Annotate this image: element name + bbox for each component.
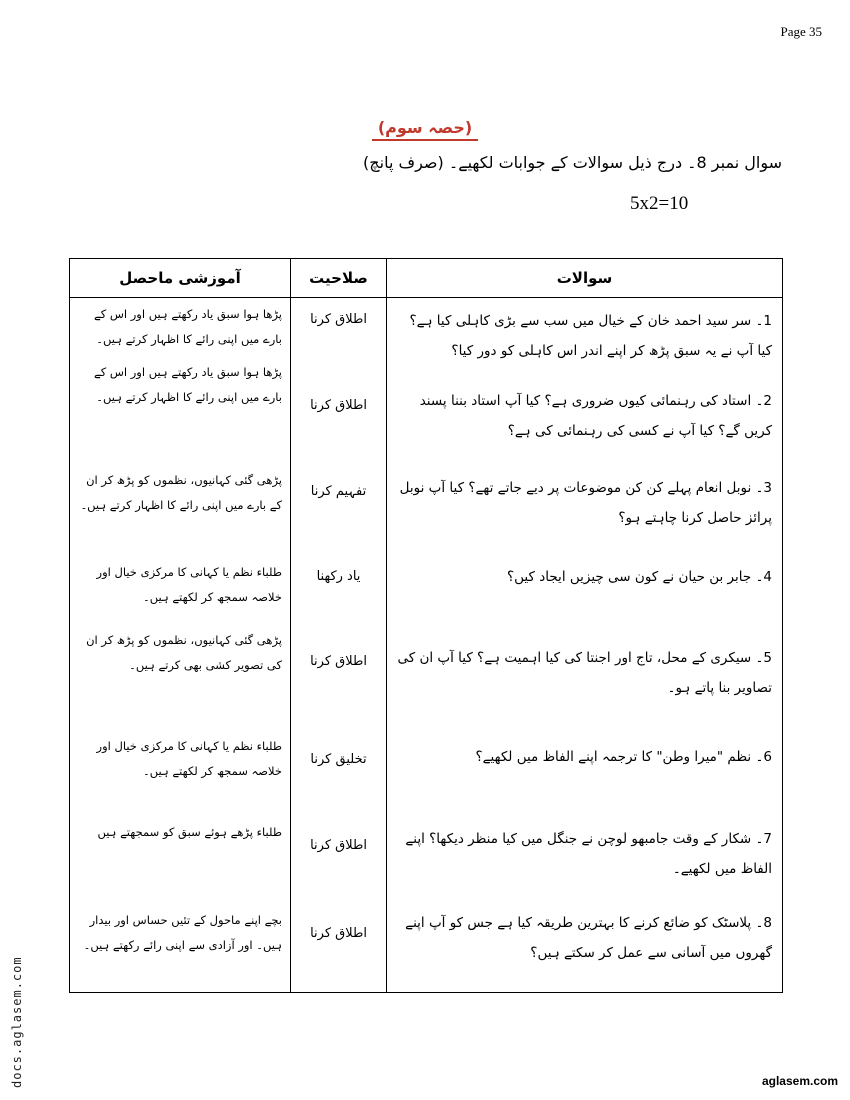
skill-3: تفہیم کرنا bbox=[310, 484, 367, 499]
skill-6: تخلیق کرنا bbox=[310, 752, 367, 767]
table-body-row bbox=[70, 298, 783, 993]
page-number: Page 35 bbox=[780, 24, 822, 39]
outcome-2: پڑھا ہوا سبق یاد رکھتے ہیں اور اس کے بارے میں اپنی رائے کا اظہار کرتے ہیں۔ bbox=[93, 365, 282, 404]
header-questions: سوالات bbox=[387, 259, 783, 298]
skill-4: یاد رکھنا bbox=[316, 569, 361, 584]
section-title bbox=[0, 118, 850, 141]
skill-7: اطلاق کرنا bbox=[310, 838, 367, 853]
question-4: 4۔ جابر بن حیان نے کون سی چیزیں ایجاد کیں؟ bbox=[506, 569, 772, 585]
table-header-row bbox=[70, 259, 783, 298]
question-6: 6۔ نظم "میرا وطن" کا ترجمہ اپنے الفاظ میں لکھیے؟ bbox=[475, 749, 772, 765]
watermark-text: docs.aglasem.com bbox=[10, 956, 24, 1088]
skills-column bbox=[291, 298, 387, 993]
section-title-text: (حصہ سوم) bbox=[372, 118, 478, 141]
skill-5: اطلاق کرنا bbox=[310, 654, 367, 669]
outcome-7: طلباء پڑھے ہوئے سبق کو سمجھتے ہیں bbox=[97, 825, 282, 839]
outcome-8: بچے اپنے ماحول کے تئیں حساس اور بیدار ہیں۔ اور آزادی سے اپنی رائے رکھتے ہیں۔ bbox=[83, 913, 282, 952]
question-instruction: سوال نمبر 8۔ درج ذیل سوالات کے جوابات لکھیے۔ (صرف پانچ) bbox=[363, 153, 782, 172]
outcomes-column bbox=[70, 298, 291, 993]
questions-column bbox=[387, 298, 783, 993]
skill-1: اطلاق کرنا bbox=[310, 312, 367, 327]
outcome-1: پڑھا ہوا سبق یاد رکھتے ہیں اور اس کے بارے میں اپنی رائے کا اظہار کرتے ہیں۔ bbox=[93, 307, 282, 346]
question-7: 7۔ شکار کے وقت جامبھو لوچن نے جنگل میں کیا منظر دیکھا؟ اپنے الفاظ میں لکھیے۔ bbox=[405, 831, 772, 877]
outcome-4: طلباء نظم یا کہانی کا مرکزی خیال اور خلاصہ سمجھ کر لکھتے ہیں۔ bbox=[96, 565, 282, 604]
question-3: 3۔ نوبل انعام پہلے کن کن موضوعات پر دیے جاتے تھے؟ کیا آپ نوبل پرائز حاصل کرنا چاہتے ہو؟ bbox=[399, 480, 772, 526]
outcome-6: طلباء نظم یا کہانی کا مرکزی خیال اور خلاصہ سمجھ کر لکھتے ہیں۔ bbox=[96, 739, 282, 778]
brand-footer: aglasem.com bbox=[761, 1074, 838, 1088]
question-5: 5۔ سیکری کے محل، تاج اور اجنتا کی کیا اہمیت ہے؟ کیا آپ ان کی تصاویر بنا پاتے ہو۔ bbox=[397, 650, 772, 696]
watermark bbox=[10, 928, 30, 1088]
outcome-5: پڑھی گئی کہانیوں، نظموں کو پڑھ کر ان کی تصویر کشی بھی کرتے ہیں۔ bbox=[86, 633, 282, 672]
question-8: 8۔ پلاسٹک کو ضائع کرنے کا بہترین طریقہ کیا ہے جس کو آپ اپنے گھروں میں آسانی سے عمل کر سکتے ہیں؟ bbox=[405, 915, 772, 961]
skill-8: اطلاق کرنا bbox=[310, 926, 367, 941]
marks-scheme: 5x2=10 bbox=[630, 193, 689, 214]
questions-table bbox=[69, 258, 783, 993]
outcome-3: پڑھی گئی کہانیوں، نظموں کو پڑھ کر ان کے بارے میں اپنی رائے کا اظہار کرتے ہیں۔ bbox=[80, 473, 282, 512]
header-skill: صلاحیت bbox=[291, 259, 387, 298]
question-1: 1۔ سر سید احمد خان کے خیال میں سب سے بڑی کاہلی کیا ہے؟ کیا آپ نے یہ سبق پڑھ کر اپنے اندر اس کاہلی کو دور کیا؟ bbox=[409, 313, 772, 359]
header-outcome: آموزشی ماحصل bbox=[70, 259, 291, 298]
skill-2: اطلاق کرنا bbox=[310, 398, 367, 413]
question-2: 2۔ استاد کی رہنمائی کیوں ضروری ہے؟ کیا آپ استاد بننا پسند کریں گے؟ کیا آپ نے کسی کی رہنمائی کی ہے؟ bbox=[419, 393, 772, 439]
